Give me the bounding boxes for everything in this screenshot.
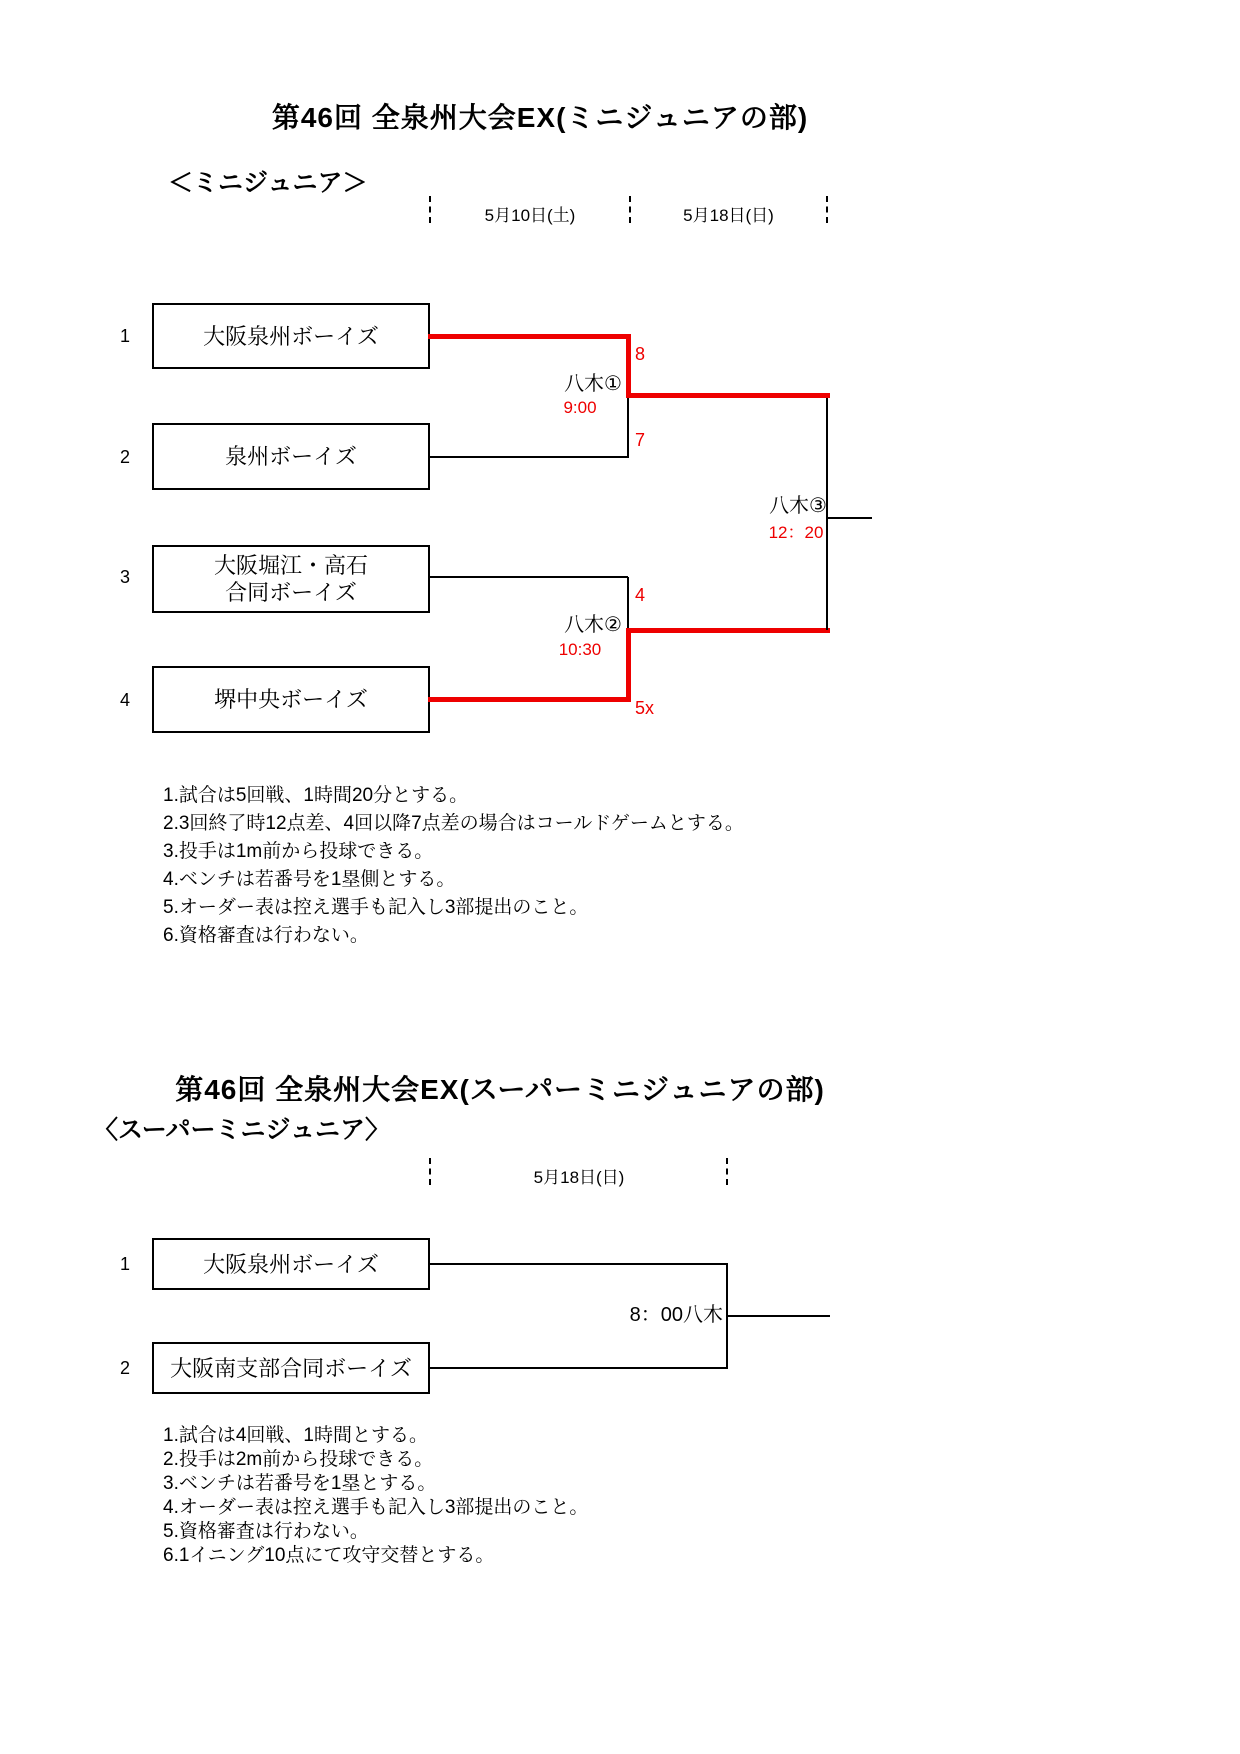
score: 4 (635, 585, 646, 605)
rule-item: 1.試合は4回戦、1時間とする。 (163, 1425, 428, 1446)
connector-line (627, 577, 629, 630)
rule-item: 2.投手は2m前から投球できる。 (163, 1449, 434, 1470)
team-box (152, 303, 430, 369)
team-name: 大阪泉州ボーイズ (203, 323, 379, 349)
score: 5x (635, 698, 655, 718)
rule-item: 5.資格審査は行わない。 (163, 1521, 369, 1542)
team-name: 堺中央ボーイズ (214, 687, 368, 712)
connector-line (428, 456, 628, 458)
rule-item: 3.ベンチは若番号を1塁とする。 (163, 1473, 437, 1494)
game-label: 八木② (564, 614, 622, 636)
team-box (152, 545, 430, 613)
section2-title: 第46回 全泉州大会EX(スーパーミニジュニアの部) (175, 1074, 825, 1105)
team-box (152, 1238, 430, 1290)
rule-item: 4.オーダー表は控え選手も記入し3部提出のこと。 (163, 1497, 589, 1518)
rules-list (163, 1424, 588, 1568)
rule-item: 4.ベンチは若番号を1塁側とする。 (163, 869, 456, 890)
winner-line (626, 628, 631, 702)
winner-line (626, 393, 830, 398)
team-name-line2: 合同ボーイズ (225, 580, 357, 605)
section1-title: 第46回 全泉州大会EX(ミニジュニアの部) (271, 102, 809, 133)
game-label: 八木③ (769, 495, 827, 517)
winner-line (626, 334, 631, 398)
seed-number: 1 (119, 326, 130, 346)
game-time: 9:00 (563, 398, 597, 417)
game-label: 八木① (564, 373, 622, 395)
date-day1: 5月18日(日) (533, 1168, 625, 1187)
section2-subtitle: 〈スーパーミニジュニア〉 (93, 1116, 391, 1144)
connector-line (428, 1263, 728, 1265)
rules-list (163, 782, 744, 950)
connector-line (428, 1367, 728, 1369)
team-box (152, 666, 430, 733)
seed-number: 4 (119, 690, 130, 710)
rule-item: 2.3回終了時12点差、4回以降7点差の場合はコールドゲームとする。 (163, 813, 744, 834)
seed-number: 2 (119, 447, 130, 467)
winner-line (428, 697, 628, 702)
rule-item: 3.投手は1m前から投球できる。 (163, 841, 434, 862)
score: 8 (635, 344, 646, 364)
score: 7 (635, 430, 646, 450)
section1-subtitle: ＜ミニジュニア＞ (168, 169, 368, 197)
rule-item: 6.資格審査は行わない。 (163, 925, 369, 946)
team-name: 泉州ボーイズ (225, 444, 357, 469)
game-label: 8：00八木 (629, 1304, 723, 1326)
seed-number: 2 (119, 1358, 130, 1378)
date-separator (726, 1158, 728, 1185)
team-box (152, 1342, 430, 1394)
date-day1: 5月10日(土) (484, 206, 576, 225)
rule-item: 5.オーダー表は控え選手も記入し3部提出のこと。 (163, 897, 589, 918)
game-time: 12：20 (768, 523, 824, 542)
seed-number: 1 (119, 1254, 130, 1274)
team-name-line1: 大阪堀江・高石 (213, 553, 368, 578)
date-separator (826, 196, 828, 223)
winner-line (626, 628, 830, 633)
rule-item: 1.試合は5回戦、1時間20分とする。 (163, 785, 469, 806)
winner-line (428, 334, 628, 339)
date-day2: 5月18日(日) (683, 206, 774, 225)
rule-item: 6.1イニング10点にて攻守交替とする。 (163, 1545, 495, 1566)
seed-number: 3 (119, 567, 130, 587)
team-box (152, 423, 430, 490)
team-name: 大阪南支部合同ボーイズ (170, 1355, 412, 1381)
champion-line (828, 517, 872, 519)
champion-line (728, 1315, 830, 1317)
team-name: 大阪泉州ボーイズ (203, 1251, 379, 1277)
connector-line (428, 576, 628, 578)
game-time: 10:30 (558, 640, 602, 659)
